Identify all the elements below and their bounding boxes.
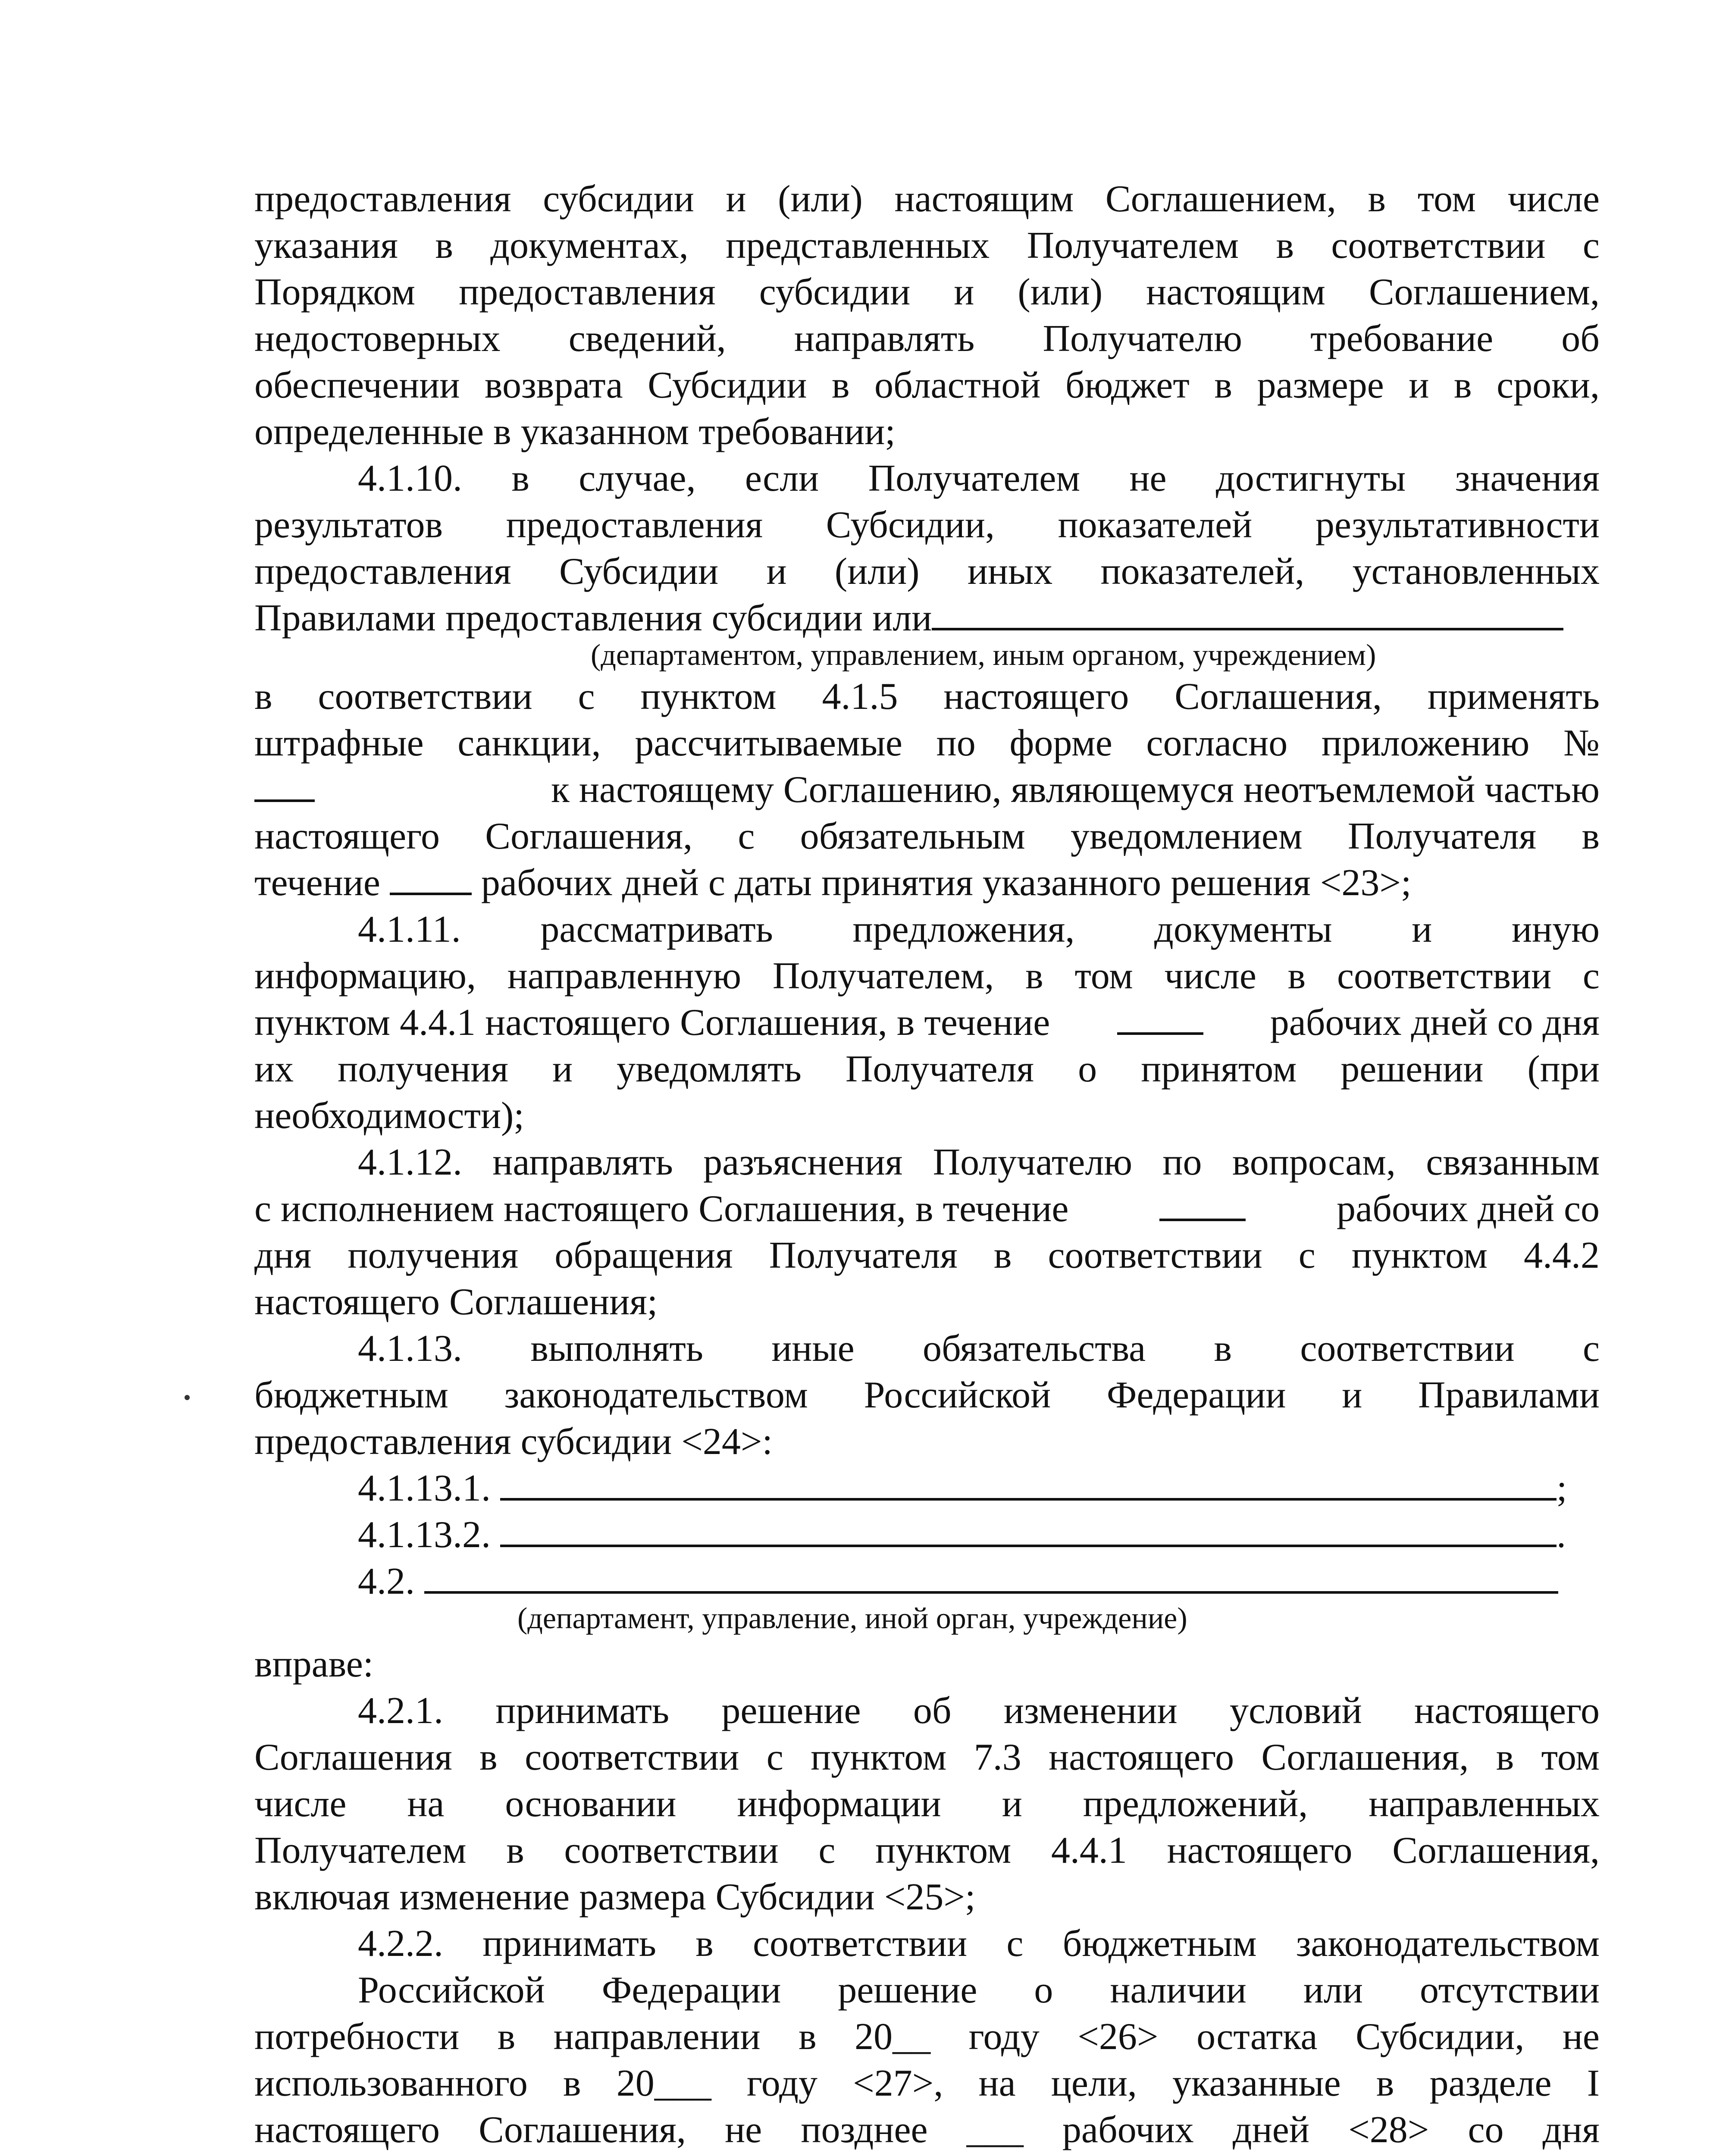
text-line: Порядком предоставления субсидии и (или) настоящим Соглашением, [254,271,1600,313]
blank-field [500,1514,1557,1547]
clause-4-1-13-1 [358,1465,1600,1512]
clause-4-1-13-2 [358,1512,1600,1558]
text-line: обеспечении возврата Субсидии в областной бюджет в размере и в сроки, [254,364,1600,406]
text-line [254,2153,1600,2156]
clause-4-2-1: 4.2.1. принимать решение об изменении условий настоящего [358,1690,1600,1732]
text-line: предоставления субсидии и (или) настоящим Соглашением, в том числе [254,178,1600,220]
text-line: Российской Федерации решение о наличии или отсутствии [358,1969,1600,2011]
clause-4-2 [358,1558,1600,1605]
text-line: включая изменение размера Субсидии <25>; [254,1876,976,1918]
text-line: результатов предоставления Субсидии, показателей результативности [254,504,1600,546]
text-fragment: пунктом 4.4.1 настоящего Соглашения, в течение [254,1002,1050,1044]
text-line: информацию, направленную Получателем, в том числе в соответствии с [254,955,1600,997]
text-line: Получателем в соответствии с пунктом 4.4.1 настоящего Соглашения, [254,1830,1600,1871]
text-line: дня получения обращения Получателя в соответствии с пунктом 4.4.2 [254,1235,1600,1276]
text-line: предоставления субсидии <24>: [254,1421,773,1463]
text-fragment: рабочих дней со дня [1270,1002,1600,1044]
text-line: настоящего Соглашения; [254,1281,658,1323]
text-line: числе на основании информации и предложений, направленных [254,1783,1600,1825]
text-line: вправе: [254,1643,374,1685]
text-line: использованного в 20___ году <27>, на цели, указанные в разделе I [254,2062,1600,2104]
clause-4-2-2: 4.2.2. принимать в соответствии с бюджетным законодательством [358,1923,1600,1965]
blank-field [500,1468,1557,1501]
text-fragment: Правилами предоставления субсидии или [254,597,932,639]
text-line: их получения и уведомлять Получателя о принятом решении (при [254,1048,1600,1090]
clause-4-1-10: 4.1.10. в случае, если Получателем не достигнуты значения [358,458,1600,499]
blank-field [1159,1188,1246,1221]
text-line [254,595,1600,642]
item-number: 4.2. [358,1561,415,1602]
text-line: настоящего Соглашения, с обязательным уведомлением Получателя в [254,815,1600,857]
text-fragment: к настоящему Соглашению, являющемуся неотъемлемой частью [551,769,1600,811]
text-line [254,767,1600,813]
item-number: 4.1.13.1. [358,1467,491,1509]
field-caption: (департамент, управление, иной орган, учреждение) [517,1602,1187,1635]
item-number: 4.1.13.2. [358,1514,491,1556]
text-line: определенные в указанном требовании; [254,411,896,453]
field-caption: (департаментом, управлением, иным органом, учреждением) [591,639,1376,672]
text-line: бюджетным законодательством Российской Федерации и Правилами [254,1374,1600,1416]
text-line [254,860,1600,906]
text-line: предоставления Субсидии и (или) иных показателей, установленных [254,551,1600,592]
text-line: настоящего Соглашения, не позднее ___ рабочих дней <28> со дня [254,2109,1600,2151]
text-line [254,1186,1600,1232]
text-fragment: с исполнением настоящего Соглашения, в течение [254,1188,1069,1230]
text-line [254,1000,1600,1046]
text-line: штрафные санкции, рассчитываемые по форме согласно приложению № [254,722,1600,764]
blank-field [390,862,472,895]
clause-4-1-12: 4.1.12. направлять разъяснения Получателю по вопросам, связанным [358,1141,1600,1183]
blank-field [1117,1002,1203,1035]
text-fragment: рабочих дней с даты принятия указанного решения <23>; [481,862,1412,904]
text-line: необходимости); [254,1095,524,1137]
text-line: в соответствии с пунктом 4.1.5 настоящего Соглашения, применять [254,676,1600,718]
text-fragment: рабочих дней со [1337,1188,1600,1230]
text-line: указания в документах, представленных Получателем в соответствии с [254,225,1600,266]
blank-field [424,1561,1558,1594]
clause-4-1-11: 4.1.11. рассматривать предложения, документы и иную [358,909,1600,950]
text-line: потребности в направлении в 20__ году <26> остатка Субсидии, не [254,2016,1600,2058]
blank-field [254,769,315,802]
text-line: недостоверных сведений, направлять Получателю требование об [254,318,1600,360]
text-fragment: течение [254,862,380,904]
punctuation: . [1557,1514,1566,1556]
text-line: Соглашения в соответствии с пунктом 7.3 настоящего Соглашения, в том [254,1736,1600,1778]
margin-dot [185,1395,190,1400]
clause-4-1-13: 4.1.13. выполнять иные обязательства в соответствии с [358,1328,1600,1369]
punctuation: ; [1557,1467,1567,1509]
blank-field [932,598,1563,630]
